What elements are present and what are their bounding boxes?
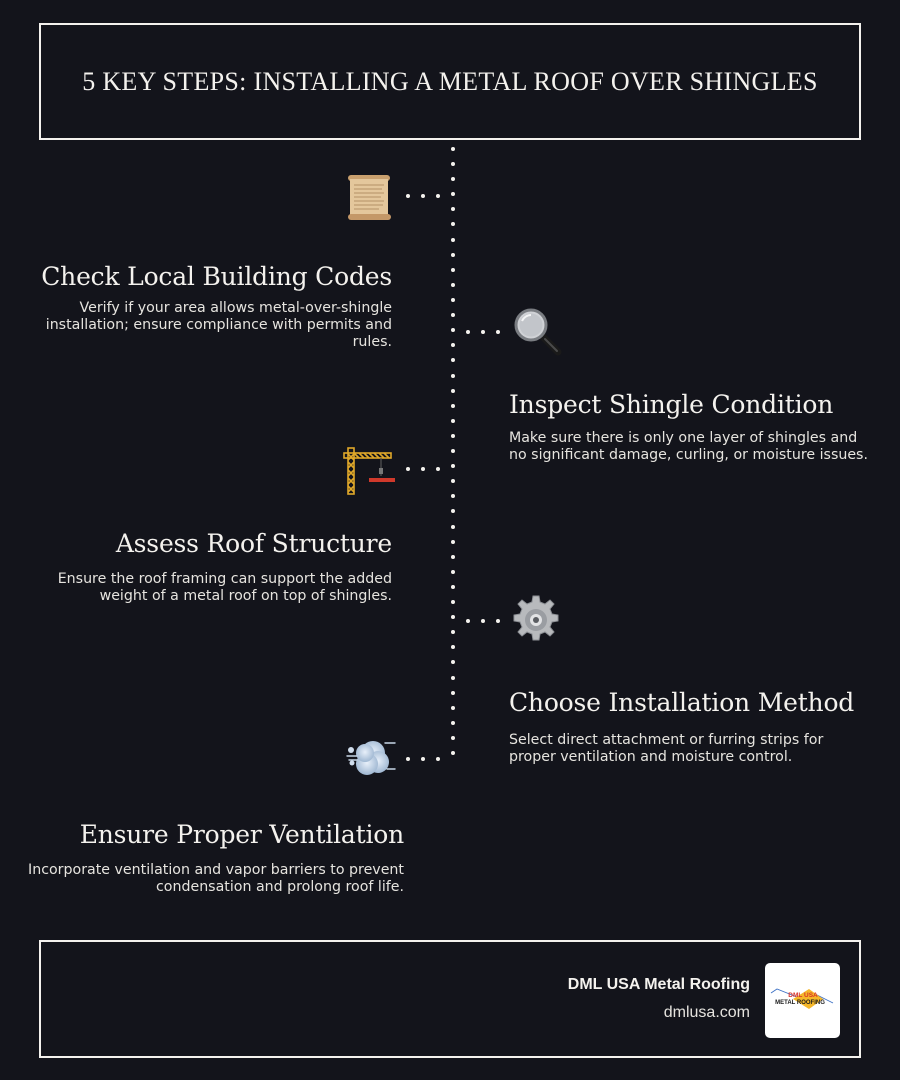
connector-dot bbox=[436, 194, 440, 198]
timeline-dot bbox=[451, 177, 455, 181]
timeline-dot bbox=[451, 706, 455, 710]
timeline-dot bbox=[451, 615, 455, 619]
connector-dot bbox=[466, 330, 470, 334]
timeline-dot bbox=[451, 268, 455, 272]
timeline-dot bbox=[451, 313, 455, 317]
timeline-dot bbox=[451, 585, 455, 589]
timeline-dot bbox=[451, 721, 455, 725]
scroll-icon bbox=[343, 171, 395, 223]
timeline-dot bbox=[451, 192, 455, 196]
timeline-dot bbox=[451, 162, 455, 166]
timeline-dot bbox=[451, 389, 455, 393]
brand-name: DML USA Metal Roofing bbox=[567, 976, 750, 993]
timeline-dot bbox=[451, 222, 455, 226]
timeline-dot bbox=[451, 751, 455, 755]
connector-dot bbox=[436, 467, 440, 471]
connector-dot bbox=[481, 330, 485, 334]
step-description: Verify if your area allows metal-over-shingle installation; ensure compliance with permits and rules. bbox=[45, 300, 392, 350]
step-description: Ensure the roof framing can support the added weight of a metal roof on top of shingles. bbox=[57, 571, 392, 604]
timeline-dot bbox=[451, 525, 455, 529]
logo-text-line2: METAL ROOFING bbox=[775, 1000, 825, 1006]
step-description: Incorporate ventilation and vapor barriers to prevent condensation and prolong roof life. bbox=[28, 862, 404, 895]
timeline-dot bbox=[451, 328, 455, 332]
connector-dot bbox=[421, 467, 425, 471]
connector-dot bbox=[406, 467, 410, 471]
timeline-dot bbox=[451, 540, 455, 544]
timeline-dot bbox=[451, 479, 455, 483]
step-title: Inspect Shingle Condition bbox=[509, 390, 834, 419]
timeline-dot bbox=[451, 494, 455, 498]
brand-url[interactable]: dmlusa.com bbox=[663, 1004, 750, 1021]
timeline-dot bbox=[451, 630, 455, 634]
timeline-dot bbox=[451, 464, 455, 468]
timeline-dot bbox=[451, 434, 455, 438]
magnifying-glass-icon bbox=[512, 306, 564, 358]
timeline-dot bbox=[451, 509, 455, 513]
timeline-dot bbox=[451, 238, 455, 242]
connector-dot bbox=[436, 757, 440, 761]
connector-dot bbox=[466, 619, 470, 623]
step-description: Make sure there is only one layer of shingles and no significant damage, curling, or moisture issues. bbox=[509, 430, 868, 463]
connector-dot bbox=[496, 619, 500, 623]
connector-dot bbox=[406, 757, 410, 761]
timeline-dot bbox=[451, 570, 455, 574]
step-description: Select direct attachment or furring strips for proper ventilation and moisture control. bbox=[509, 732, 824, 765]
step-title: Check Local Building Codes bbox=[41, 262, 392, 291]
timeline-dot bbox=[451, 147, 455, 151]
footer-banner bbox=[39, 940, 861, 1058]
timeline-dot bbox=[451, 419, 455, 423]
timeline-dot bbox=[451, 253, 455, 257]
timeline-dot bbox=[451, 404, 455, 408]
construction-crane-icon bbox=[343, 444, 395, 496]
gear-icon bbox=[510, 594, 562, 646]
connector-dot bbox=[481, 619, 485, 623]
connector-dot bbox=[421, 194, 425, 198]
step-title: Choose Installation Method bbox=[509, 688, 855, 717]
timeline-dot bbox=[451, 449, 455, 453]
timeline-dot bbox=[451, 676, 455, 680]
step-title: Ensure Proper Ventilation bbox=[79, 820, 404, 849]
connector-dot bbox=[406, 194, 410, 198]
title-banner bbox=[39, 23, 861, 140]
timeline-dot bbox=[451, 343, 455, 347]
timeline-dot bbox=[451, 298, 455, 302]
timeline-dot bbox=[451, 358, 455, 362]
timeline-dot bbox=[451, 207, 455, 211]
timeline-dot bbox=[451, 736, 455, 740]
connector-dot bbox=[421, 757, 425, 761]
timeline-dot bbox=[451, 374, 455, 378]
timeline-dot bbox=[451, 600, 455, 604]
connector-dot bbox=[496, 330, 500, 334]
timeline-dot bbox=[451, 660, 455, 664]
company-logo bbox=[765, 963, 840, 1038]
logo-text-line1: DML USA bbox=[788, 992, 818, 999]
timeline-dot bbox=[451, 691, 455, 695]
wind-puff-icon bbox=[345, 731, 397, 783]
timeline-dot bbox=[451, 645, 455, 649]
timeline-dot bbox=[451, 283, 455, 287]
step-title: Assess Roof Structure bbox=[115, 529, 392, 558]
page-title: 5 KEY STEPS: INSTALLING A METAL ROOF OVER SHINGLES bbox=[82, 66, 818, 96]
timeline-dot bbox=[451, 555, 455, 559]
